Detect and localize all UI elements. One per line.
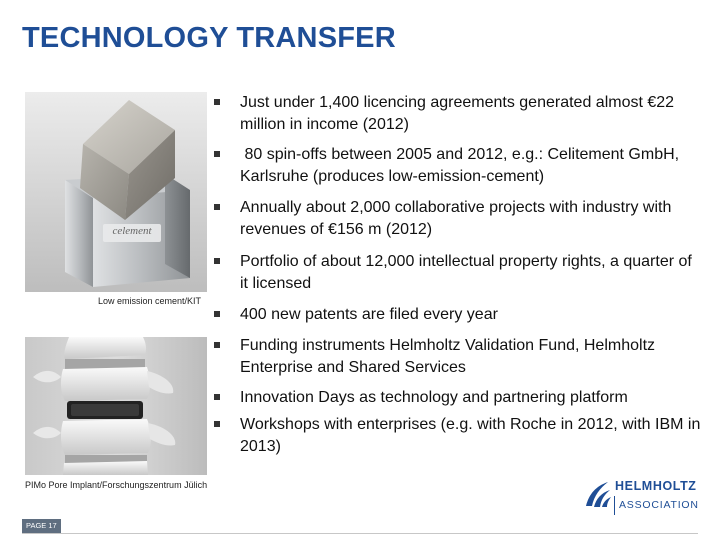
bullet-item: Just under 1,400 licencing agreements generated almost €22 million in income (2012): [214, 92, 704, 136]
bullet-item: Innovation Days as technology and partnering platform: [214, 387, 704, 409]
bullet-marker-icon: [214, 311, 220, 317]
bullet-marker-icon: [214, 204, 220, 210]
bullet-item: 400 new patents are filed every year: [214, 304, 704, 326]
bullet-item: Annually about 2,000 collaborative projects with industry with revenues of €156 m (2012): [214, 197, 704, 241]
spine-implant-photo: [25, 337, 207, 475]
bullet-marker-icon: [214, 151, 220, 157]
helmholtz-logo: [583, 476, 699, 516]
bullet-item: 80 spin-offs between 2005 and 2012, e.g.: Celitement GmbH, Karlsruhe (produces low-emission-cement): [214, 144, 704, 188]
logo-wordmark: HELMHOLTZ: [615, 479, 697, 493]
bullet-item: Funding instruments Helmholtz Validation Fund, Helmholtz Enterprise and Shared Services: [214, 335, 704, 379]
bullet-item: Portfolio of about 12,000 intellectual property rights, a quarter of it licensed: [214, 251, 704, 295]
helmholtz-logo-icon: [583, 476, 613, 510]
cement-photo-caption: Low emission cement/KIT: [98, 296, 202, 306]
cement-label-text: celement: [112, 225, 152, 237]
logo-divider: [614, 496, 615, 515]
bullet-marker-icon: [214, 99, 220, 105]
footer-divider: [22, 533, 698, 534]
spine-photo-caption: PIMo Pore Implant/Forschungszentrum Jülich: [25, 480, 208, 490]
bullet-item: Workshops with enterprises (e.g. with Roche in 2012, with IBM in 2013): [214, 414, 704, 458]
bullet-marker-icon: [214, 421, 220, 427]
page-number: PAGE 17: [22, 519, 61, 533]
logo-subtitle: ASSOCIATION: [619, 499, 699, 511]
bullet-marker-icon: [214, 394, 220, 400]
bullet-marker-icon: [214, 342, 220, 348]
bullet-marker-icon: [214, 258, 220, 264]
cement-cube-photo: [25, 92, 207, 292]
page-title: TECHNOLOGY TRANSFER: [22, 22, 396, 54]
